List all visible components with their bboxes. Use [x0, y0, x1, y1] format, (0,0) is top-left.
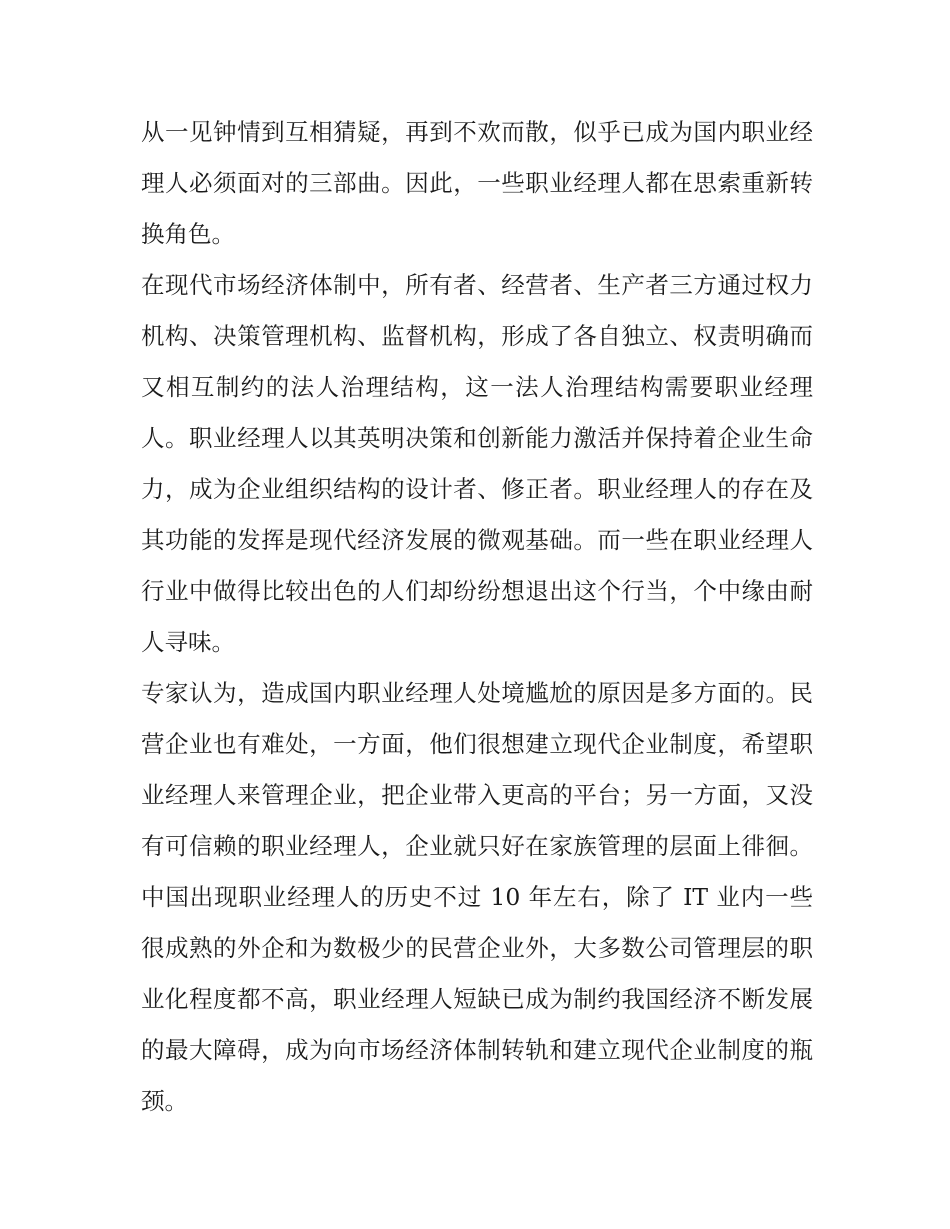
body-text	[141, 107, 813, 1127]
paragraph-3: 专家认为，造成国内职业经理人处境尴尬的原因是多方面的。民营企业也有难处，一方面，他们很想建立现代企业制度，希望职业经理人来管理企业，把企业带入更高的平台；另一方面，又没有可信赖的职业经理人，企业就只好在家族管理的层面上徘徊。中国出现职业经理人的历史不过 10 年左右，除了 IT 业内一些很成熟的外企和为数极少的民营企业外，大多数公司管理层的职业化程度都不高，职业经理人短缺已成为制约我国经济不断发展的最大障碍，成为向市场经济体制转轨和建立现代企业制度的瓶颈。	[141, 679, 813, 1115]
paragraph-2: 在现代市场经济体制中，所有者、经营者、生产者三方通过权力机构、决策管理机构、监督机构，形成了各自独立、权责明确而又相互制约的法人治理结构，这一法人治理结构需要职业经理人。职业经理人以其英明决策和创新能力激活并保持着企业生命力，成为企业组织结构的设计者、修正者。职业经理人的存在及其功能的发挥是现代经济发展的微观基础。而一些在职业经理人行业中做得比较出色的人们却纷纷想退出这个行当，个中缘由耐人寻味。	[141, 271, 813, 656]
paragraph-1: 从一见钟情到互相猜疑，再到不欢而散，似乎已成为国内职业经理人必须面对的三部曲。因此，一些职业经理人都在思索重新转换角色。	[141, 118, 813, 248]
